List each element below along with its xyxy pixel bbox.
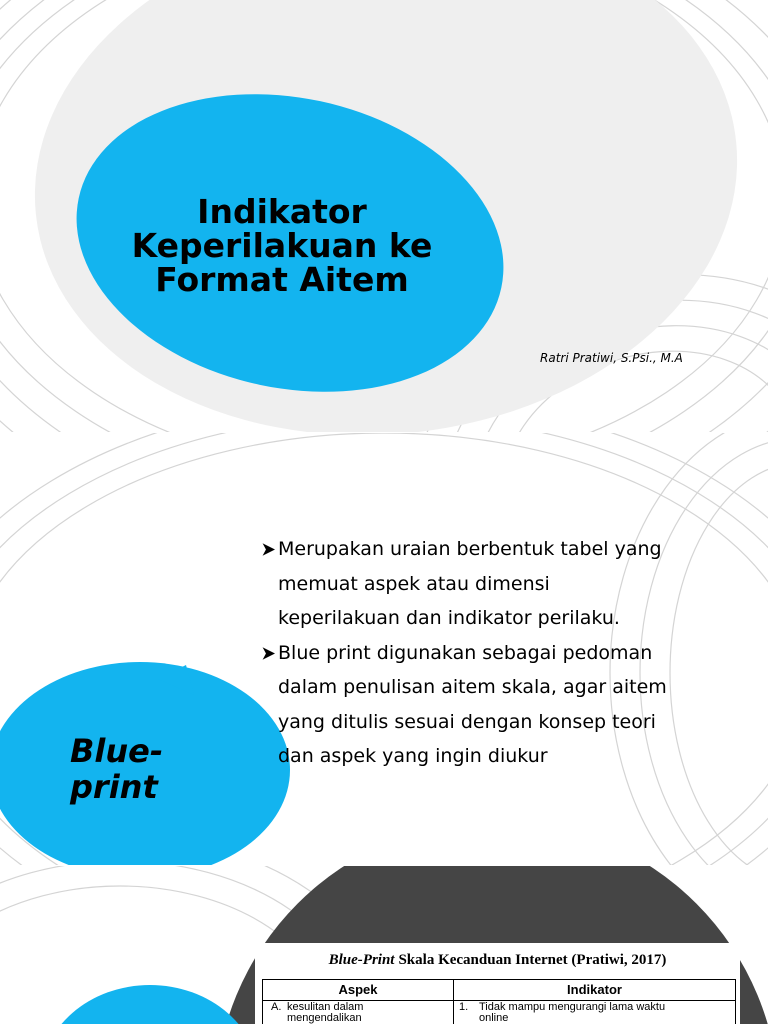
- bullet-item: [260, 532, 730, 636]
- blueprint-heading: [70, 733, 163, 805]
- arrow-bullet-icon: [262, 647, 275, 660]
- table-header-indikator: Indikator: [567, 982, 622, 997]
- table-title-italic: Blue-Print: [328, 952, 395, 968]
- bullet-text-line: keperilakuan dan indikator perilaku.: [278, 607, 620, 629]
- table-title: [255, 951, 740, 969]
- title-slide: [0, 0, 768, 432]
- bullet-list: [260, 532, 730, 774]
- bullet-text-line: yang ditulis sesuai dengan konsep teori: [278, 710, 656, 733]
- bullet-text-line: Merupakan uraian berbentuk tabel yang: [278, 538, 662, 560]
- slide-title-line: Indikator: [197, 192, 367, 231]
- blueprint-table-image: [255, 943, 740, 1024]
- table-cell-aspek: [287, 1002, 363, 1024]
- table-slide: [0, 866, 768, 1024]
- table-title-rest: Skala Kecanduan Internet (Pratiwi, 2017): [398, 952, 667, 968]
- bullet-text-line: memuat aspek atau dimensi: [278, 572, 550, 595]
- blueprint-slide: [0, 433, 768, 865]
- bullet-text-line: dalam penulisan aitem skala, agar aitem: [278, 676, 667, 698]
- bullet-item: [260, 636, 730, 774]
- blueprint-heading-line: Blue-: [70, 732, 164, 770]
- slide-title-line: Format Aitem: [155, 260, 409, 299]
- table-cell-line: online: [479, 1012, 509, 1024]
- slide-title: [82, 192, 482, 299]
- blue-ellipse: [40, 985, 260, 1024]
- table-cell-line: kesulitan dalam: [287, 1001, 364, 1013]
- blueprint-heading-line: print: [70, 768, 158, 806]
- table-cell-indikator-marker: 1.: [459, 1001, 469, 1013]
- slide-title-line: Keperilakuan ke: [131, 226, 433, 265]
- table-cell-line: Tidak mampu mengurangi lama waktu: [479, 1001, 666, 1013]
- table-cell-aspek-marker: A.: [271, 1001, 282, 1013]
- table-header-aspek: Aspek: [338, 982, 378, 997]
- author-name: Ratri Pratiwi, S.Psi., M.A: [540, 351, 683, 365]
- bullet-text-line: Blue print digunakan sebagai pedoman: [278, 641, 653, 664]
- blueprint-table: [262, 979, 736, 1024]
- arrow-bullet-icon: [262, 543, 275, 556]
- table-cell-indikator: [479, 1002, 665, 1024]
- bullet-text-line: dan aspek yang ingin diukur: [278, 745, 548, 767]
- table-cell-line: mengendalikan: [287, 1012, 362, 1024]
